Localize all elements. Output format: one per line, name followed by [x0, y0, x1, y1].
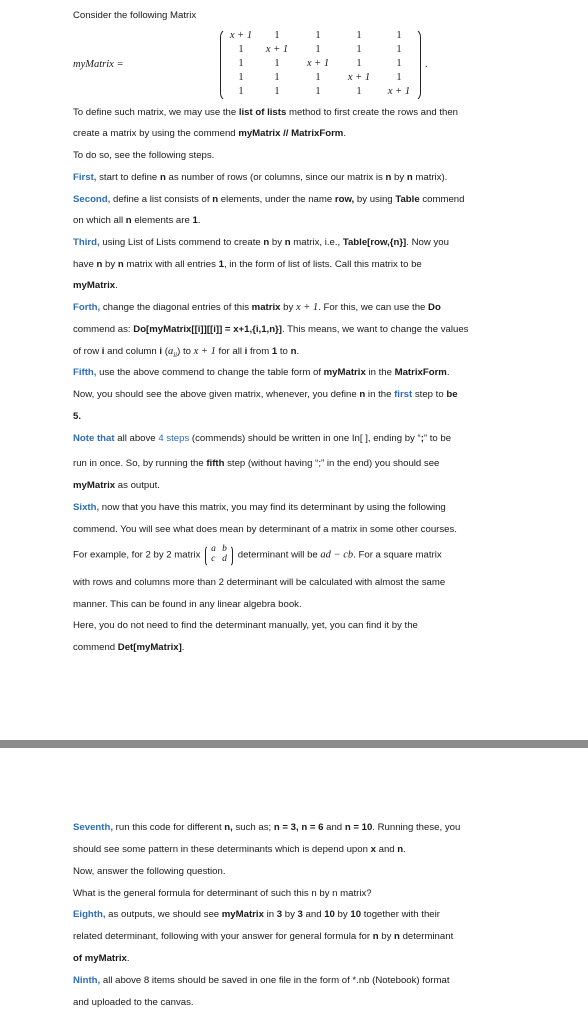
matrix-cell: 1: [274, 86, 280, 97]
matrix-cell: x + 1: [347, 72, 371, 83]
matrix-cell: 1: [396, 72, 402, 83]
step-forth: Forth, change the diagonal entries of this matrix by x + 1. For this, we can use the Do: [73, 302, 441, 313]
step-fifth-line-2: Now, you should see the above given matrix, whenever, you define n in the first step to be: [73, 389, 458, 400]
step-eighth: Eighth, as outputs, we should see myMatrix in 3 by 3 and 10 by 10 together with their: [73, 909, 440, 920]
matrix-cell: 1: [315, 72, 321, 83]
matrix-cell: 1: [356, 44, 362, 55]
intro-line-2: create a matrix by using the commend myMatrix // MatrixForm.: [73, 128, 347, 139]
step-sixth-line-5: manner. This can be found in any linear algebra book.: [73, 599, 302, 610]
step-sixth-line-4: with rows and columns more than 2 determinant will be calculated with almost the same: [73, 577, 446, 588]
step-sixth-line-7: commend Det[myMatrix].: [73, 642, 185, 653]
matrix-cell: x + 1: [265, 44, 289, 55]
matrix-cell: 1: [315, 86, 321, 97]
page-two: [0, 748, 588, 1024]
step-forth-line-3: of row i and column i $(a_{ii})$ to x + 1 for all i from 1 to n.: [73, 346, 300, 359]
small-matrix: a b c d: [205, 545, 233, 565]
matrix-cell: 1: [238, 72, 244, 83]
step-second: Second, define a list consists of n elements, under the name row, by using Table commend: [73, 194, 465, 205]
step-ninth: Ninth, all above 8 items should be saved in one file in the form of *.nb (Notebook) format: [73, 975, 450, 986]
intro-line-3: To do so, see the following steps.: [73, 150, 215, 161]
matrix-end: .: [425, 59, 428, 70]
matrix-cell: 1: [274, 30, 280, 41]
step-eighth-line-3: of myMatrix.: [73, 953, 130, 964]
matrix-cell: 1: [356, 30, 362, 41]
step-third-line-2: have n by n matrix with all entries 1, in the form of list of lists. Call this matrix to be: [73, 259, 422, 270]
step-sixth-line-2: commend. You will see what does mean by determinant of a matrix in some other courses.: [73, 524, 457, 535]
matrix-cell: 1: [356, 86, 362, 97]
matrix-cell: 1: [238, 58, 244, 69]
step-seventh-line-4: What is the general formula for determinant of such this n by n matrix?: [73, 888, 372, 899]
matrix-cell: 1: [274, 72, 280, 83]
matrix-cell: 1: [274, 58, 280, 69]
page-separator: [0, 740, 588, 748]
matrix-label: myMatrix =: [73, 59, 124, 70]
step-third: Third, using List of Lists commend to create n by n matrix, i.e., Table[row,{n}]. Now you: [73, 237, 449, 248]
step-second-line-2: on which all n elements are 1.: [73, 215, 201, 226]
matrix-cell: x + 1: [306, 58, 330, 69]
step-forth-line-2: commend as: Do[myMatrix[[i]][[i]] = x+1,{i,1,n}]. This means, we want to change the values: [73, 324, 469, 335]
step-sixth-line-6: Here, you do not need to find the determinant manually, yet, you can find it by the: [73, 620, 418, 631]
heading: Consider the following Matrix: [73, 10, 197, 21]
step-fifth: Fifth, use the above commend to change the table form of myMatrix in the MatrixForm.: [73, 367, 450, 378]
matrix-cell: x + 1: [229, 30, 253, 41]
matrix-cell: x + 1: [387, 86, 411, 97]
matrix-cell: 1: [396, 58, 402, 69]
matrix-cell: 1: [396, 44, 402, 55]
matrix-cell: 1: [315, 30, 321, 41]
intro-line-1: To define such matrix, we may use the list of lists method to first create the rows and then: [73, 107, 459, 118]
right-paren: [411, 28, 421, 102]
step-eighth-line-2: related determinant, following with your answer for general formula for n by n determinant: [73, 931, 454, 942]
step-seventh-line-2: should see some pattern in these determinants which is depend upon x and n.: [73, 844, 406, 855]
step-ninth-line-2: and uploaded to the canvas.: [73, 997, 194, 1008]
step-fifth-line-3: 5.: [73, 411, 82, 422]
step-seventh-line-3: Now, answer the following question.: [73, 866, 226, 877]
matrix-cell: 1: [356, 58, 362, 69]
step-first: First, start to define n as number of rows (or columns, since our matrix is n by n matrix).: [73, 172, 448, 183]
step-sixth-line-3: For example, for 2 by 2 matrix a b c d determinant will be ad − cb. For a square matrix: [73, 545, 442, 565]
step-seventh: Seventh, run this code for different n, such as; n = 3, n = 6 and n = 10. Running these, you: [73, 822, 461, 833]
note-line-2: run in once. So, by running the fifth step (without having “;” in the end) you should see: [73, 458, 440, 469]
note-line-3: myMatrix as output.: [73, 480, 160, 491]
matrix-cell: 1: [396, 30, 402, 41]
matrix-cell: 1: [238, 44, 244, 55]
matrix-cell: 1: [315, 44, 321, 55]
step-third-line-3: myMatrix.: [73, 280, 118, 291]
note: Note that all above 4 steps (commends) should be written in one In[ ], ending by “;” to be: [73, 433, 452, 444]
step-sixth: Sixth, now that you have this matrix, you may find its determinant by using the following: [73, 502, 446, 513]
matrix-cell: 1: [238, 86, 244, 97]
